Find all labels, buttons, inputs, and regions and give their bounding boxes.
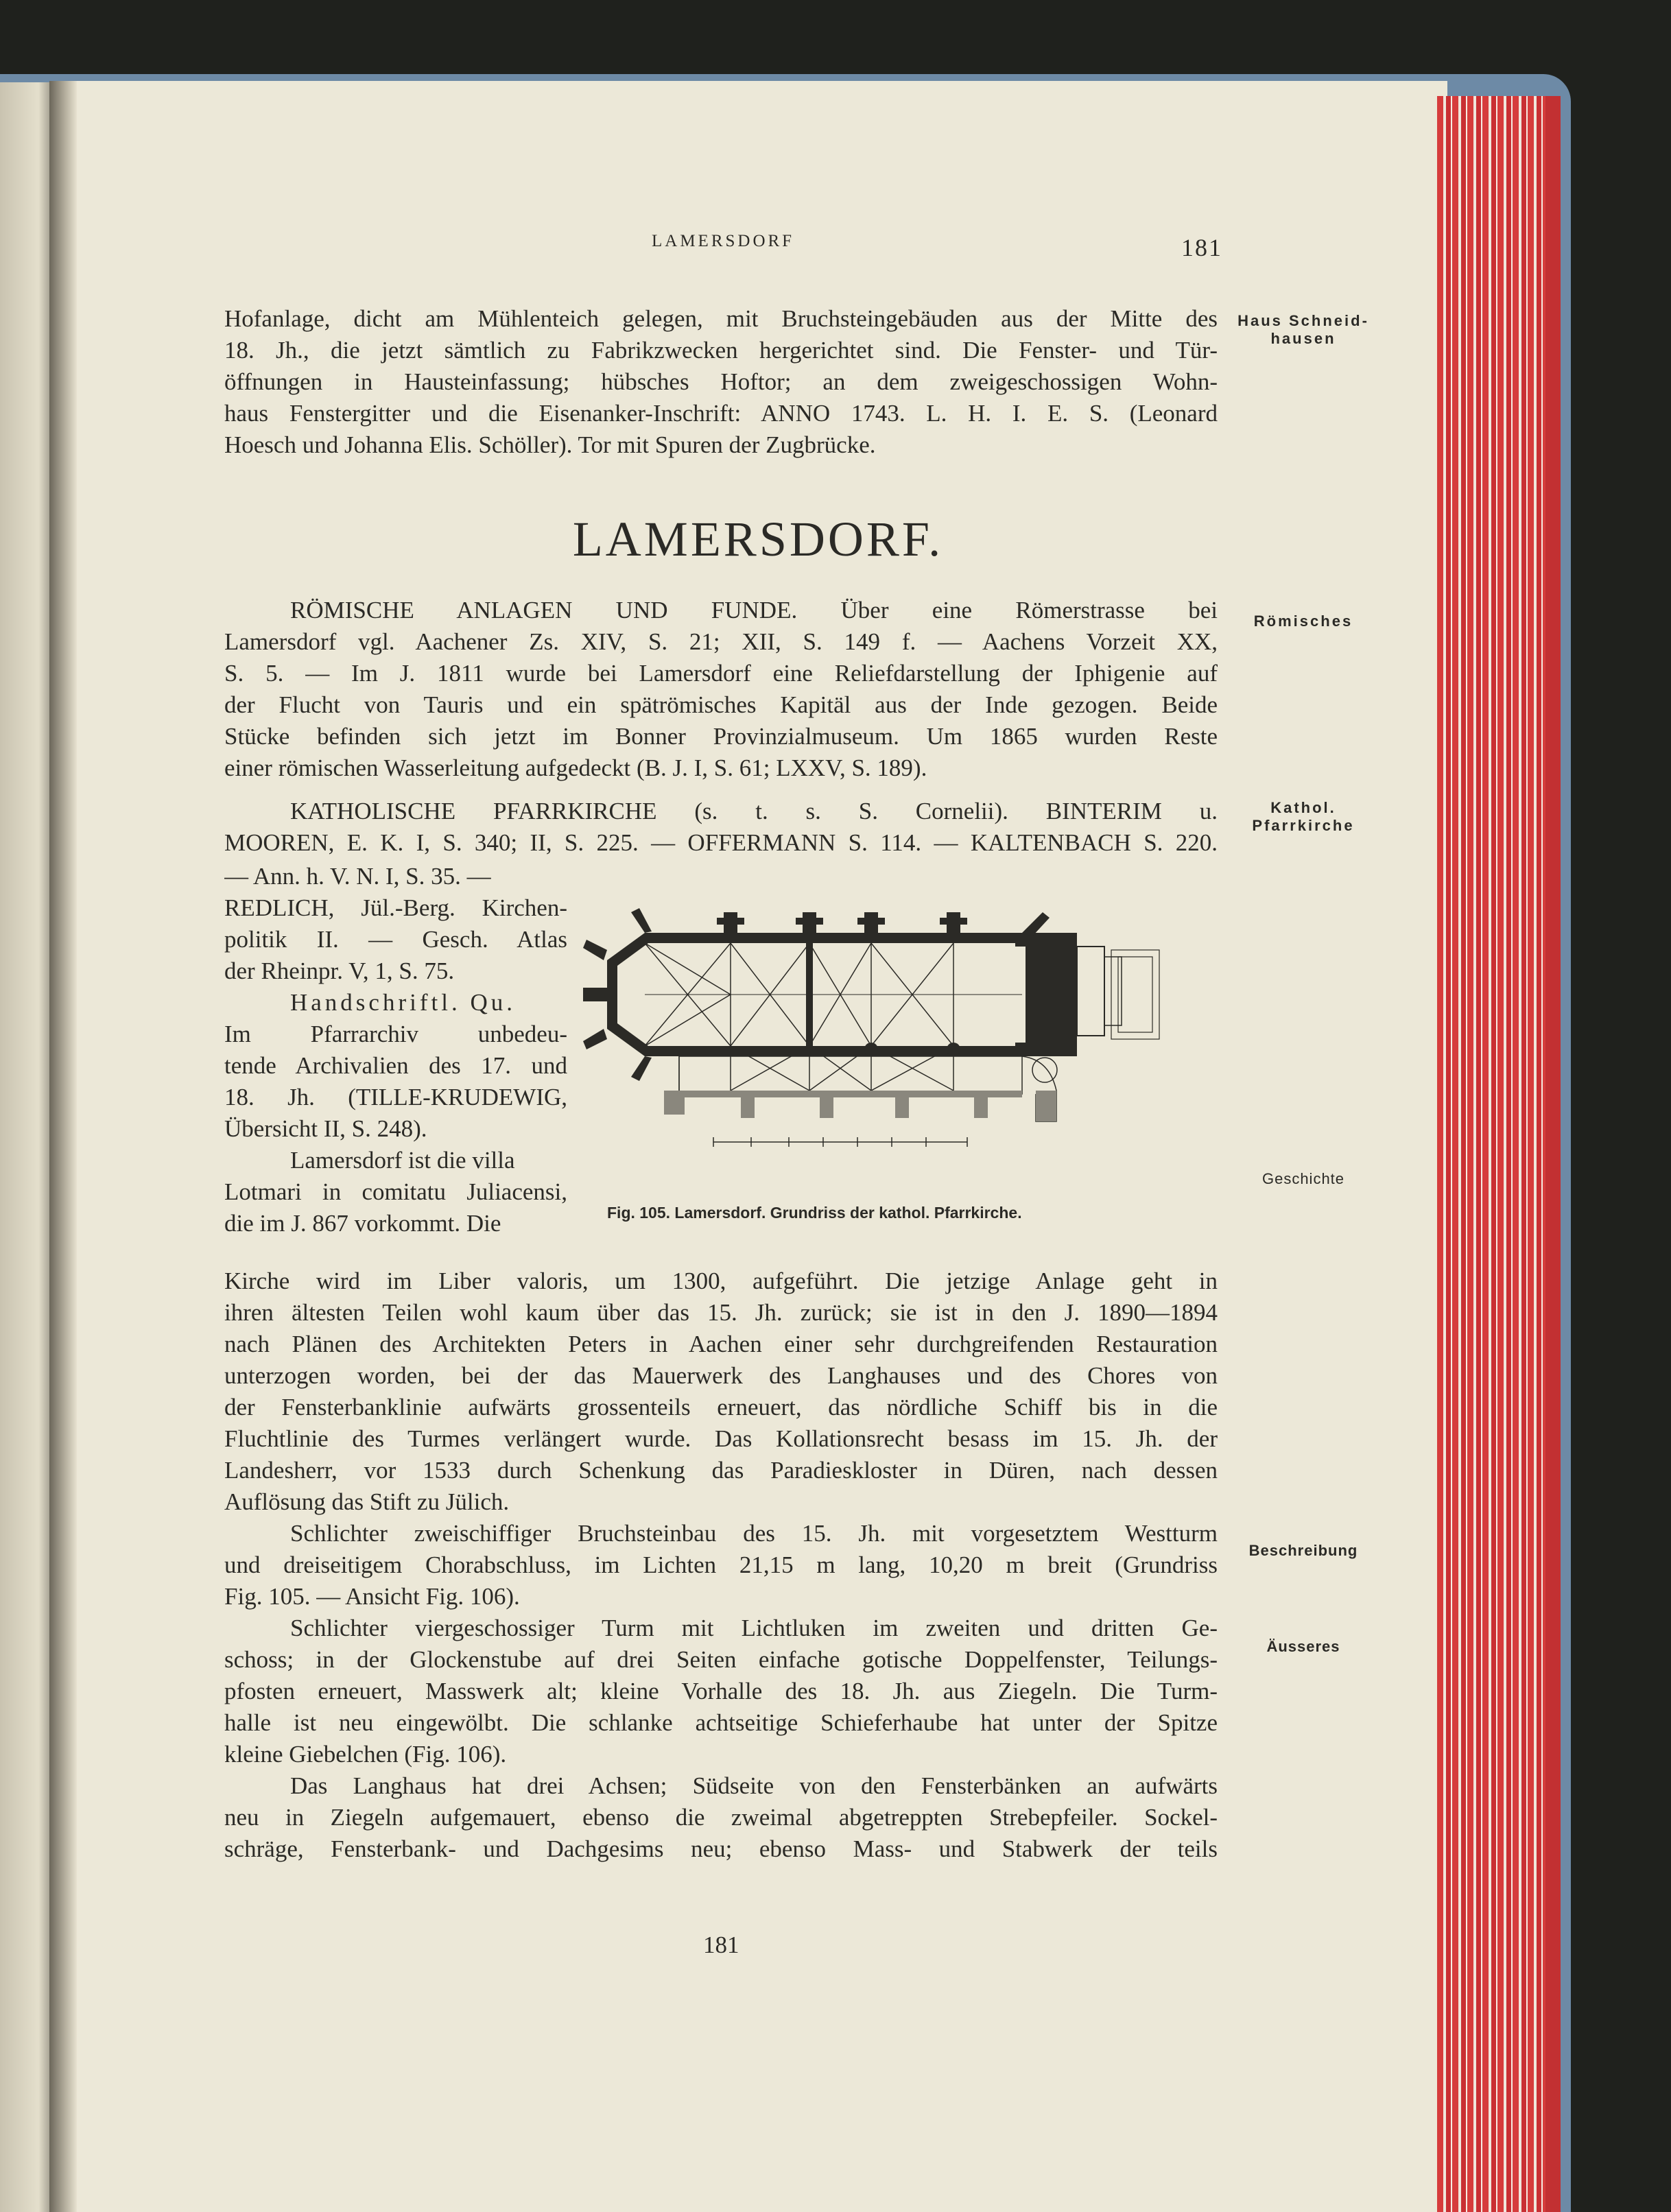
text-line: RÖMISCHE ANLAGEN UND FUNDE. Über eine Römerstrasse bei xyxy=(290,597,1218,623)
text-line: die im J. 867 vorkommt. Die xyxy=(224,1210,501,1237)
margin-note-geschichte: Geschichte xyxy=(1261,1170,1345,1187)
text-line: Hoesch und Johanna Elis. Schöller). Tor mit Spuren der Zugbrücke. xyxy=(224,431,876,458)
text-line: Übersicht II, S. 248). xyxy=(224,1115,427,1142)
text-line: Handschriftl. Qu. xyxy=(290,989,516,1016)
margin-note-haus: Haus Schneid-hausen xyxy=(1237,312,1369,347)
text-line: der Rheinpr. V, 1, S. 75. xyxy=(224,958,455,984)
text-line: Fig. 105. — Ansicht Fig. 106). xyxy=(224,1583,520,1610)
history-paragraph xyxy=(224,1265,1218,1518)
text-line: Landesherr, vor 1533 durch Schenkung das Paradieskloster in Düren, nach dessen xyxy=(224,1457,1218,1484)
margin-note-aeusseres: Äusseres xyxy=(1266,1638,1340,1655)
page-fore-edge xyxy=(1437,96,1561,2212)
text-line: und dreiseitigem Chorabschluss, im Lichten 21,15 m lang, 10,20 m breit (Grundriss xyxy=(224,1551,1218,1578)
figure-caption: Fig. 105. Lamersdorf. Grundriss der kathol. Pfarrkirche. xyxy=(607,1204,1022,1222)
intro-paragraph xyxy=(224,303,1218,461)
text-line: unterzogen worden, bei der das Mauerwerk des Langhauses und des Chores von xyxy=(224,1362,1218,1389)
text-line: halle ist neu eingewölbt. Die schlanke achtseitige Schieferhaube hat unter der Spitze xyxy=(224,1709,1218,1736)
text-line: REDLICH, Jül.-Berg. Kirchen- xyxy=(224,894,567,921)
margin-note-roemisches: Römisches xyxy=(1253,613,1353,630)
roman-finds-paragraph xyxy=(224,595,1218,784)
text-line: Fluchtlinie des Turmes verlängert wurde. Das Kollationsrecht besass im 15. Jh. der xyxy=(224,1425,1218,1452)
text-line: Lamersdorf ist die villa xyxy=(290,1147,515,1174)
left-page-edge xyxy=(0,82,55,2212)
text-line: Stücke befinden sich jetzt im Bonner Provinzialmuseum. Um 1865 wurden Reste xyxy=(224,723,1218,750)
text-line: S. 5. — Im J. 1811 wurde bei Lamersdorf eine Reliefdarstellung der Iphigenie auf xyxy=(224,660,1218,687)
text-line: tende Archivalien des 17. und xyxy=(224,1052,567,1079)
text-line: Schlichter zweischiffiger Bruchsteinbau des 15. Jh. mit vorgesetztem Westturm xyxy=(290,1520,1218,1547)
text-line: Hofanlage, dicht am Mühlenteich gelegen, mit Bruchsteingebäuden aus der Mitte des xyxy=(224,305,1218,332)
text-line: — Ann. h. V. N. I, S. 35. — xyxy=(224,863,491,890)
text-line: nach Plänen des Architekten Peters in Aachen einer sehr durchgreifenden Restauration xyxy=(224,1331,1218,1357)
church-paragraph xyxy=(224,796,1218,859)
text-line: Das Langhaus hat drei Achsen; Südseite von den Fensterbänken an aufwärts xyxy=(290,1772,1218,1799)
text-line: der Flucht von Tauris und ein spätrömisches Kapitäl aus der Inde gezogen. Beide xyxy=(224,691,1218,718)
text-line: schräge, Fensterbank- und Dachgesims neu; ebenso Mass- und Stabwerk der teils xyxy=(224,1835,1218,1862)
margin-note-kathol: Kathol. Pfarrkirche xyxy=(1252,799,1355,834)
text-line: 18. Jh., die jetzt sämtlich zu Fabrikzwecken hergerichtet sind. Die Fenster- und Tür- xyxy=(224,337,1218,364)
section-title: LAMERSDORF. xyxy=(572,512,944,567)
text-line: Lamersdorf vgl. Aachener Zs. XIV, S. 21; XII, S. 149 f. — Aachens Vorzeit XX, xyxy=(224,628,1218,655)
text-line: einer römischen Wasserleitung aufgedeckt (B. J. I, S. 61; LXXV, S. 189). xyxy=(224,754,927,781)
text-line: Im Pfarrarchiv unbedeu- xyxy=(224,1021,567,1047)
margin-note-beschreibung: Beschreibung xyxy=(1248,1542,1358,1559)
text-line: MOOREN, E. K. I, S. 340; II, S. 225. — OFFERMANN S. 114. — KALTENBACH S. 220. xyxy=(224,829,1218,856)
text-line: haus Fenstergitter und die Eisenanker-Inschrift: ANNO 1743. L. H. I. E. S. (Leonard xyxy=(224,400,1218,427)
text-line: politik II. — Gesch. Atlas xyxy=(224,926,567,953)
text-line: schoss; in der Glockenstube auf drei Seiten einfache gotische Doppelfenster, Teilungs- xyxy=(224,1646,1218,1673)
text-line: Kirche wird im Liber valoris, um 1300, aufgeführt. Die jetzige Anlage geht in xyxy=(224,1268,1218,1294)
text-line: ihren ältesten Teilen wohl kaum über das 15. Jh. zurück; sie ist in den J. 1890—1894 xyxy=(224,1299,1218,1326)
running-head: LAMERSDORF xyxy=(652,232,795,250)
gutter-shadow xyxy=(49,81,77,2212)
text-line: Lotmari in comitatu Juliacensi, xyxy=(224,1178,567,1205)
text-line: pfosten erneuert, Masswerk alt; kleine Vorhalle des 18. Jh. aus Ziegeln. Die Turm- xyxy=(224,1678,1218,1704)
text-line: Schlichter viergeschossiger Turm mit Lichtluken im zweiten und dritten Ge- xyxy=(290,1615,1218,1641)
text-line: Auflösung das Stift zu Jülich. xyxy=(224,1488,510,1515)
description-paragraph xyxy=(224,1518,1218,1865)
church-narrow-column xyxy=(224,861,567,1239)
text-line: öffnungen in Hausteinfassung; hübsches Hoftor; an dem zweigeschossigen Wohn- xyxy=(224,368,1218,395)
page-number-bottom: 181 xyxy=(703,1931,739,1958)
page-number-top: 181 xyxy=(1181,234,1222,261)
text-line: neu in Ziegeln aufgemauert, ebenso die zweimal abgetreppten Strebepfeiler. Sockel- xyxy=(224,1804,1218,1831)
text-line: KATHOLISCHE PFARRKIRCHE (s. t. s. S. Cornelii). BINTERIM u. xyxy=(290,798,1218,824)
text-line: kleine Giebelchen (Fig. 106). xyxy=(224,1741,507,1768)
text-line: 18. Jh. (TILLE-KRUDEWIG, xyxy=(224,1084,567,1110)
text-line: der Fensterbanklinie aufwärts grossenteils erneuert, das nördliche Schiff bis in die xyxy=(224,1394,1218,1420)
